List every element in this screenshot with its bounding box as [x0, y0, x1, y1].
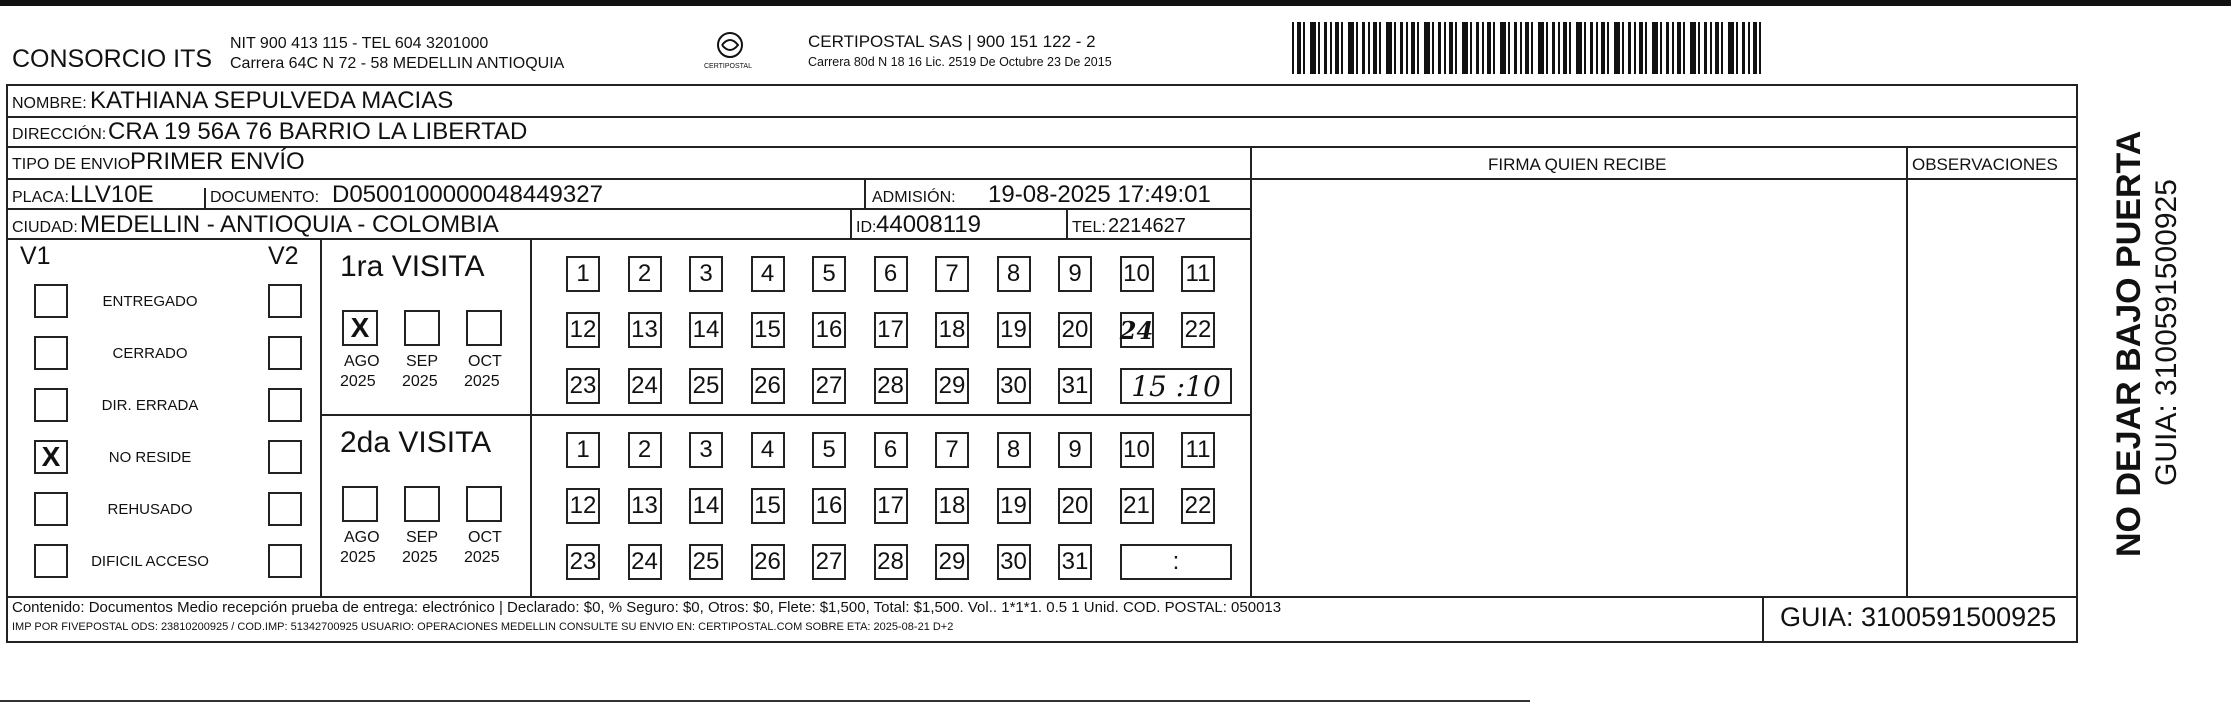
v1-checkbox[interactable]: X — [34, 440, 68, 474]
barcode-bar — [1341, 22, 1343, 74]
month-label: OCT — [468, 353, 502, 370]
barcode-bar — [1753, 22, 1757, 74]
day-box[interactable]: 21 — [1120, 488, 1154, 524]
visit-month-divider — [530, 238, 532, 596]
month-label: AGO — [344, 353, 380, 370]
month-label: SEP — [406, 353, 439, 370]
day-box[interactable]: 18 — [935, 488, 969, 524]
day-box[interactable]: 2 — [628, 432, 662, 468]
status-label: CERRADO — [112, 345, 188, 362]
carrier-line-2: Carrera 80d N 18 16 Lic. 2519 De Octubre 23 De 2015 — [808, 55, 1112, 69]
nombre-value: KATHIANA SEPULVEDA MACIAS — [90, 87, 454, 114]
visit-title: 2da VISITA — [340, 426, 492, 459]
barcode-bar — [1438, 22, 1441, 74]
day-box[interactable]: 3 — [689, 432, 723, 468]
footer-guia: GUIA: 3100591500925 — [1780, 602, 2057, 632]
direccion-label: DIRECCIÓN: — [12, 126, 107, 143]
row-divider — [6, 178, 1250, 180]
day-box[interactable]: 31 — [1058, 544, 1092, 580]
barcode-bar — [1356, 22, 1358, 74]
ciudad-value: MEDELLIN - ANTIOQUIA - COLOMBIA — [80, 211, 499, 238]
day-box[interactable]: 17 — [874, 488, 908, 524]
year-label: 2025 — [402, 549, 438, 566]
barcode-bar — [1634, 22, 1636, 74]
barcode-bar — [1525, 22, 1529, 74]
barcode-bar — [1584, 22, 1586, 74]
nombre-label: NOMBRE: — [12, 95, 87, 112]
day-box[interactable]: 29 — [935, 544, 969, 580]
barcode-bar — [1493, 22, 1495, 74]
barcode-bar — [1500, 22, 1506, 74]
id-divider — [850, 208, 852, 238]
ciudad-label: CIUDAD: — [12, 219, 78, 236]
footer-guia-divider — [1762, 596, 1764, 643]
time-box[interactable]: : — [1120, 544, 1232, 580]
barcode-bar — [1538, 22, 1544, 74]
footer-line-2: IMP POR FIVEPOSTAL ODS: 23810200925 / COD.IMP: 51342700925 USUARIO: OPERACIONES MEDELLIN CONSULTE SU ENVIO EN: CERTIPOSTAL.COM SOBRE ETA: 2025-08-21 D+2 — [12, 621, 954, 633]
day-box[interactable]: 26 — [751, 368, 785, 404]
barcode-bar — [1590, 22, 1593, 74]
barcode-bar — [1449, 22, 1453, 74]
barcode-bar — [1462, 22, 1468, 74]
day-box[interactable]: 9 — [1058, 432, 1092, 468]
v2-header: V2 — [268, 242, 299, 270]
day-box[interactable]: 20 — [1058, 312, 1092, 348]
barcode-bar — [1698, 22, 1700, 74]
columns-header-divider — [1250, 178, 2078, 180]
barcode-bar — [1721, 22, 1723, 74]
barcode-bar — [1558, 22, 1560, 74]
year-label: 2025 — [340, 549, 376, 566]
barcode-bar — [1728, 22, 1734, 74]
day-box[interactable]: 1 — [566, 432, 600, 468]
admision-divider — [864, 178, 866, 209]
company-line-1: NIT 900 413 115 - TEL 604 3201000 — [230, 35, 489, 52]
day-box[interactable]: 27 — [812, 544, 846, 580]
barcode-bar — [1677, 22, 1681, 74]
barcode — [1290, 22, 1770, 74]
month-checkbox[interactable] — [342, 486, 378, 522]
barcode-bar — [1563, 22, 1567, 74]
barcode-bar — [1614, 22, 1620, 74]
day-box[interactable]: 25 — [689, 368, 723, 404]
barcode-bar — [1704, 22, 1707, 74]
barcode-bar — [1683, 22, 1685, 74]
certipostal-logo — [700, 30, 760, 75]
day-box[interactable]: 5 — [812, 256, 846, 292]
side-guia: GUIA: 3100591500925 — [2150, 179, 2183, 486]
v2-checkbox[interactable] — [268, 544, 302, 578]
day-box[interactable]: 1 — [566, 256, 600, 292]
v2-checkbox[interactable] — [268, 440, 302, 474]
observaciones-column-left — [1906, 146, 1908, 596]
day-box[interactable]: 25 — [689, 544, 723, 580]
firma-column-left — [1250, 146, 1252, 596]
tel-value: 2214627 — [1108, 215, 1186, 237]
firma-header: FIRMA QUIEN RECIBE — [1488, 155, 1667, 174]
day-box[interactable]: 16 — [812, 488, 846, 524]
v2-checkbox[interactable] — [268, 284, 302, 318]
placa-divider — [204, 188, 206, 208]
day-box[interactable]: 24 — [628, 544, 662, 580]
day-box[interactable]: 15 — [751, 312, 785, 348]
day-box[interactable]: 26 — [751, 544, 785, 580]
barcode-bar — [1596, 22, 1598, 74]
tel-label: TEL: — [1072, 219, 1106, 236]
barcode-bar — [1715, 22, 1719, 74]
tel-divider — [1066, 208, 1068, 238]
day-box[interactable]: 13 — [628, 488, 662, 524]
barcode-bar — [1742, 22, 1745, 74]
day-box[interactable]: 4 — [751, 432, 785, 468]
month-checkbox[interactable] — [404, 310, 440, 346]
barcode-bar — [1569, 22, 1571, 74]
barcode-bar — [1607, 22, 1609, 74]
barcode-bar — [1417, 22, 1419, 74]
row-divider — [6, 238, 1250, 240]
day-box[interactable]: 11 — [1181, 256, 1215, 292]
top-rule — [0, 0, 2231, 6]
day-box[interactable]: 4 — [751, 256, 785, 292]
day-box[interactable]: 24 — [628, 368, 662, 404]
barcode-bar — [1432, 22, 1434, 74]
month-checkbox[interactable]: X — [342, 310, 378, 346]
barcode-bar — [1622, 22, 1624, 74]
barcode-bar — [1476, 22, 1479, 74]
day-box[interactable]: 23 — [566, 544, 600, 580]
barcode-bar — [1368, 22, 1370, 74]
documento-label: DOCUMENTO: — [210, 189, 320, 206]
footer-divider — [6, 596, 2078, 598]
day-box[interactable]: 10 — [1120, 256, 1154, 292]
day-box[interactable]: 10 — [1120, 432, 1154, 468]
day-box[interactable]: 5 — [812, 432, 846, 468]
visit-title: 1ra VISITA — [340, 250, 485, 283]
day-box[interactable]: 9 — [1058, 256, 1092, 292]
day-box[interactable]: 28 — [874, 544, 908, 580]
barcode-bar — [1639, 22, 1643, 74]
barcode-bar — [1736, 22, 1738, 74]
v2-checkbox[interactable] — [268, 336, 302, 370]
barcode-bar — [1710, 22, 1712, 74]
barcode-bar — [1348, 22, 1354, 74]
day-box[interactable]: 19 — [997, 488, 1031, 524]
v1-header: V1 — [20, 242, 51, 270]
barcode-bar — [1297, 22, 1301, 74]
day-box[interactable]: 27 — [812, 368, 846, 404]
admision-label: ADMISIÓN: — [872, 189, 956, 206]
barcode-bar — [1628, 22, 1631, 74]
day-box[interactable]: 12 — [566, 312, 600, 348]
barcode-bar — [1601, 22, 1605, 74]
day-box[interactable]: 8 — [997, 432, 1031, 468]
year-label: 2025 — [402, 373, 438, 390]
status-label: ENTREGADO — [102, 293, 198, 310]
barcode-bar — [1303, 22, 1305, 74]
barcode-bar — [1373, 22, 1377, 74]
barcode-bar — [1394, 22, 1396, 74]
barcode-bar — [1546, 22, 1548, 74]
year-label: 2025 — [464, 549, 500, 566]
barcode-bar — [1424, 22, 1430, 74]
day-box[interactable]: 8 — [997, 256, 1031, 292]
tipo-label: TIPO DE ENVIO: — [12, 156, 135, 173]
barcode-bar — [1406, 22, 1408, 74]
barcode-bar — [1411, 22, 1415, 74]
day-box[interactable]: 3 — [689, 256, 723, 292]
day-box[interactable]: 22 — [1181, 312, 1215, 348]
barcode-bar — [1514, 22, 1517, 74]
day-box[interactable]: 2 — [628, 256, 662, 292]
id-value: 44008119 — [876, 211, 981, 238]
barcode-bar — [1330, 22, 1332, 74]
day-box[interactable]: 24 — [1120, 312, 1154, 348]
month-checkbox[interactable] — [466, 486, 502, 522]
v2-checkbox[interactable] — [268, 388, 302, 422]
time-box[interactable]: 15 :10 — [1120, 368, 1232, 404]
side-warning: NO DEJAR BAJO PUERTA — [2110, 130, 2148, 557]
row-divider — [6, 146, 2078, 148]
footer-line-1: Contenido: Documentos Medio recepción prueba de entrega: electrónico | Declarado: $0, % Seguro: $0, Otros: $0, Flete: $1,500, Total: $1,500. Vol.. 1*1*1. 0.5 1 Unid. COD. POSTAL: 050013 — [12, 599, 1282, 616]
company-name: CONSORCIO ITS — [12, 45, 213, 73]
documento-value: D0500100000048449327 — [332, 181, 603, 208]
barcode-bar — [1470, 22, 1472, 74]
day-box[interactable]: 13 — [628, 312, 662, 348]
placa-value: LLV10E — [70, 181, 154, 208]
day-box[interactable]: 31 — [1058, 368, 1092, 404]
barcode-bar — [1748, 22, 1750, 74]
status-label: DIR. ERRADA — [101, 397, 199, 414]
day-box[interactable]: 11 — [1181, 432, 1215, 468]
day-box[interactable]: 20 — [1058, 488, 1092, 524]
barcode-bar — [1310, 22, 1316, 74]
day-box[interactable]: 30 — [997, 368, 1031, 404]
day-box[interactable]: 16 — [812, 312, 846, 348]
barcode-bar — [1362, 22, 1365, 74]
logo-caption: CERTIPOSTAL — [704, 63, 752, 70]
barcode-bar — [1400, 22, 1403, 74]
barcode-bar — [1666, 22, 1669, 74]
month-label: OCT — [468, 529, 502, 546]
barcode-bar — [1520, 22, 1522, 74]
month-checkbox[interactable] — [404, 486, 440, 522]
row-divider — [6, 208, 1250, 210]
barcode-bar — [1487, 22, 1491, 74]
day-box[interactable]: 14 — [689, 312, 723, 348]
day-box[interactable]: 28 — [874, 368, 908, 404]
barcode-bar — [1379, 22, 1381, 74]
day-box[interactable]: 7 — [935, 256, 969, 292]
day-box[interactable]: 29 — [935, 368, 969, 404]
day-box[interactable]: 6 — [874, 256, 908, 292]
barcode-bar — [1531, 22, 1533, 74]
barcode-bar — [1652, 22, 1658, 74]
day-box[interactable]: 7 — [935, 432, 969, 468]
barcode-bar — [1552, 22, 1555, 74]
month-label: SEP — [406, 529, 439, 546]
bottom-rule — [0, 700, 1530, 702]
carrier-line-1: CERTIPOSTAL SAS | 900 151 122 - 2 — [808, 32, 1096, 51]
observaciones-header: OBSERVACIONES — [1912, 155, 2058, 174]
barcode-bar — [1455, 22, 1457, 74]
barcode-bar — [1576, 22, 1582, 74]
form-frame — [6, 84, 2078, 643]
company-line-2: Carrera 64C N 72 - 58 MEDELLIN ANTIOQUIA — [230, 55, 565, 72]
admision-value: 19-08-2025 17:49:01 — [988, 181, 1211, 208]
day-box[interactable]: 6 — [874, 432, 908, 468]
barcode-bar — [1324, 22, 1327, 74]
day-box[interactable]: 18 — [935, 312, 969, 348]
status-label: REHUSADO — [107, 501, 193, 518]
month-label: AGO — [344, 529, 380, 546]
barcode-bar — [1690, 22, 1696, 74]
tipo-value: PRIMER ENVÍO — [130, 148, 305, 175]
status-label: DIFICIL ACCESO — [91, 553, 209, 570]
day-box[interactable]: 22 — [1181, 488, 1215, 524]
status-divider — [320, 238, 322, 596]
day-box[interactable]: 23 — [566, 368, 600, 404]
barcode-bar — [1482, 22, 1484, 74]
barcode-bar — [1508, 22, 1510, 74]
year-label: 2025 — [340, 373, 376, 390]
year-label: 2025 — [464, 373, 500, 390]
barcode-bar — [1318, 22, 1320, 74]
status-label: NO RESIDE — [108, 449, 192, 466]
day-box[interactable]: 17 — [874, 312, 908, 348]
barcode-bar — [1672, 22, 1674, 74]
placa-label: PLACA: — [12, 189, 69, 206]
barcode-bar — [1759, 22, 1761, 74]
barcode-bar — [1645, 22, 1647, 74]
barcode-bar — [1335, 22, 1339, 74]
visit-divider — [320, 414, 1250, 416]
day-box[interactable]: 30 — [997, 544, 1031, 580]
barcode-bar — [1444, 22, 1446, 74]
id-label: ID: — [856, 219, 877, 236]
barcode-bar — [1292, 22, 1294, 74]
barcode-bar — [1660, 22, 1662, 74]
direccion-value: CRA 19 56A 76 BARRIO LA LIBERTAD — [108, 118, 528, 145]
month-checkbox[interactable] — [466, 310, 502, 346]
day-box[interactable]: 19 — [997, 312, 1031, 348]
day-box[interactable]: 14 — [689, 488, 723, 524]
v2-checkbox[interactable] — [268, 492, 302, 526]
day-box[interactable]: 12 — [566, 488, 600, 524]
barcode-bar — [1386, 22, 1392, 74]
day-box[interactable]: 15 — [751, 488, 785, 524]
